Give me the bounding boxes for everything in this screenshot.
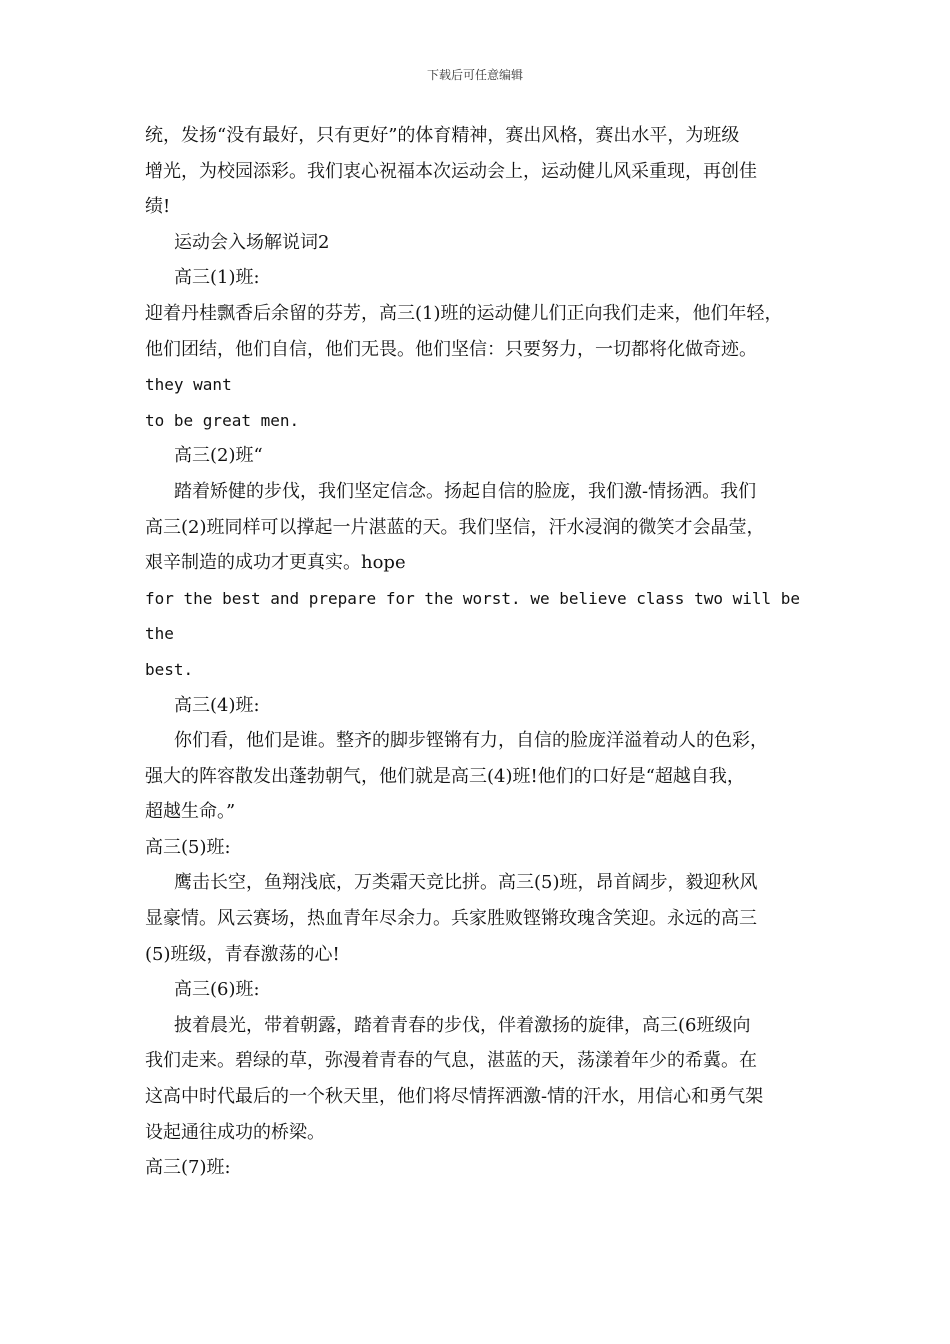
section-title: 运动会入场解说词2	[174, 231, 330, 253]
paragraph-line: (5)班级，青春激荡的心!	[145, 943, 340, 965]
english-line: to be great men.	[145, 410, 300, 430]
paragraph-line: 他们团结，他们自信，他们无畏。他们坚信：只要努力，一切都将化做奇迹。	[145, 338, 757, 360]
paragraph-line: 披着晨光，带着朝露，踏着青春的步伐，伴着激扬的旋律，高三(6班级向	[174, 1014, 751, 1036]
english-line: they want	[145, 375, 232, 395]
paragraph-line: 鹰击长空，鱼翔浅底，万类霜天竞比拼。高三(5)班，昂首阔步，毅迎秋风	[174, 872, 758, 894]
class-heading: 高三(1)班:	[174, 267, 260, 289]
paragraph-line: 设起通往成功的桥梁。	[145, 1121, 325, 1143]
class-heading: 高三(7)班:	[145, 1157, 231, 1179]
paragraph-line: 绩!	[145, 196, 171, 218]
paragraph-line: 你们看，他们是谁。整齐的脚步铿锵有力，自信的脸庞洋溢着动人的色彩，	[174, 730, 768, 752]
paragraph-line: 迎着丹桂飘香后余留的芬芳，高三(1)班的运动健儿们正向我们走来，他们年轻，	[145, 302, 783, 324]
paragraph-line: 这高中时代最后的一个秋天里，他们将尽情挥洒激-情的汗水，用信心和勇气架	[145, 1086, 764, 1108]
paragraph-line: 我们走来。碧绿的草，弥漫着青春的气息，湛蓝的天，荡漾着年少的希冀。在	[145, 1050, 757, 1072]
class-heading: 高三(4)班:	[174, 694, 260, 716]
class-heading: 高三(2)班“	[174, 445, 263, 467]
english-line: for the best and prepare for the worst. we believe class two will be	[145, 588, 801, 608]
paragraph-line: 踏着矫健的步伐，我们坚定信念。扬起自信的脸庞，我们激-情扬洒。我们	[174, 480, 757, 502]
document-body	[145, 118, 825, 1186]
paragraph-line: 强大的阵容散发出蓬勃朝气，他们就是高三(4)班!他们的口好是“超越自我，	[145, 765, 745, 787]
page-header: 下载后可任意编辑	[426, 68, 523, 82]
paragraph-line: 艰辛制造的成功才更真实。hope	[145, 552, 406, 574]
paragraph-line: 高三(2)班同样可以撑起一片湛蓝的天。我们坚信，汗水浸润的微笑才会晶莹，	[145, 516, 765, 538]
class-heading: 高三(5)班:	[145, 836, 231, 858]
paragraph-line: 显豪情。风云赛场，热血青年尽余力。兵家胜败铿锵玫瑰含笑迎。永远的高三	[145, 908, 757, 930]
paragraph-line: 增光，为校园添彩。我们衷心祝福本次运动会上，运动健儿风采重现，再创佳	[145, 160, 757, 182]
class-heading: 高三(6)班:	[174, 979, 260, 1001]
english-line: the	[145, 624, 174, 644]
paragraph-line: 超越生命。”	[145, 801, 236, 823]
english-line: best.	[145, 659, 194, 679]
paragraph-line: 统，发扬“没有最好，只有更好”的体育精神，赛出风格，赛出水平，为班级	[145, 125, 740, 146]
